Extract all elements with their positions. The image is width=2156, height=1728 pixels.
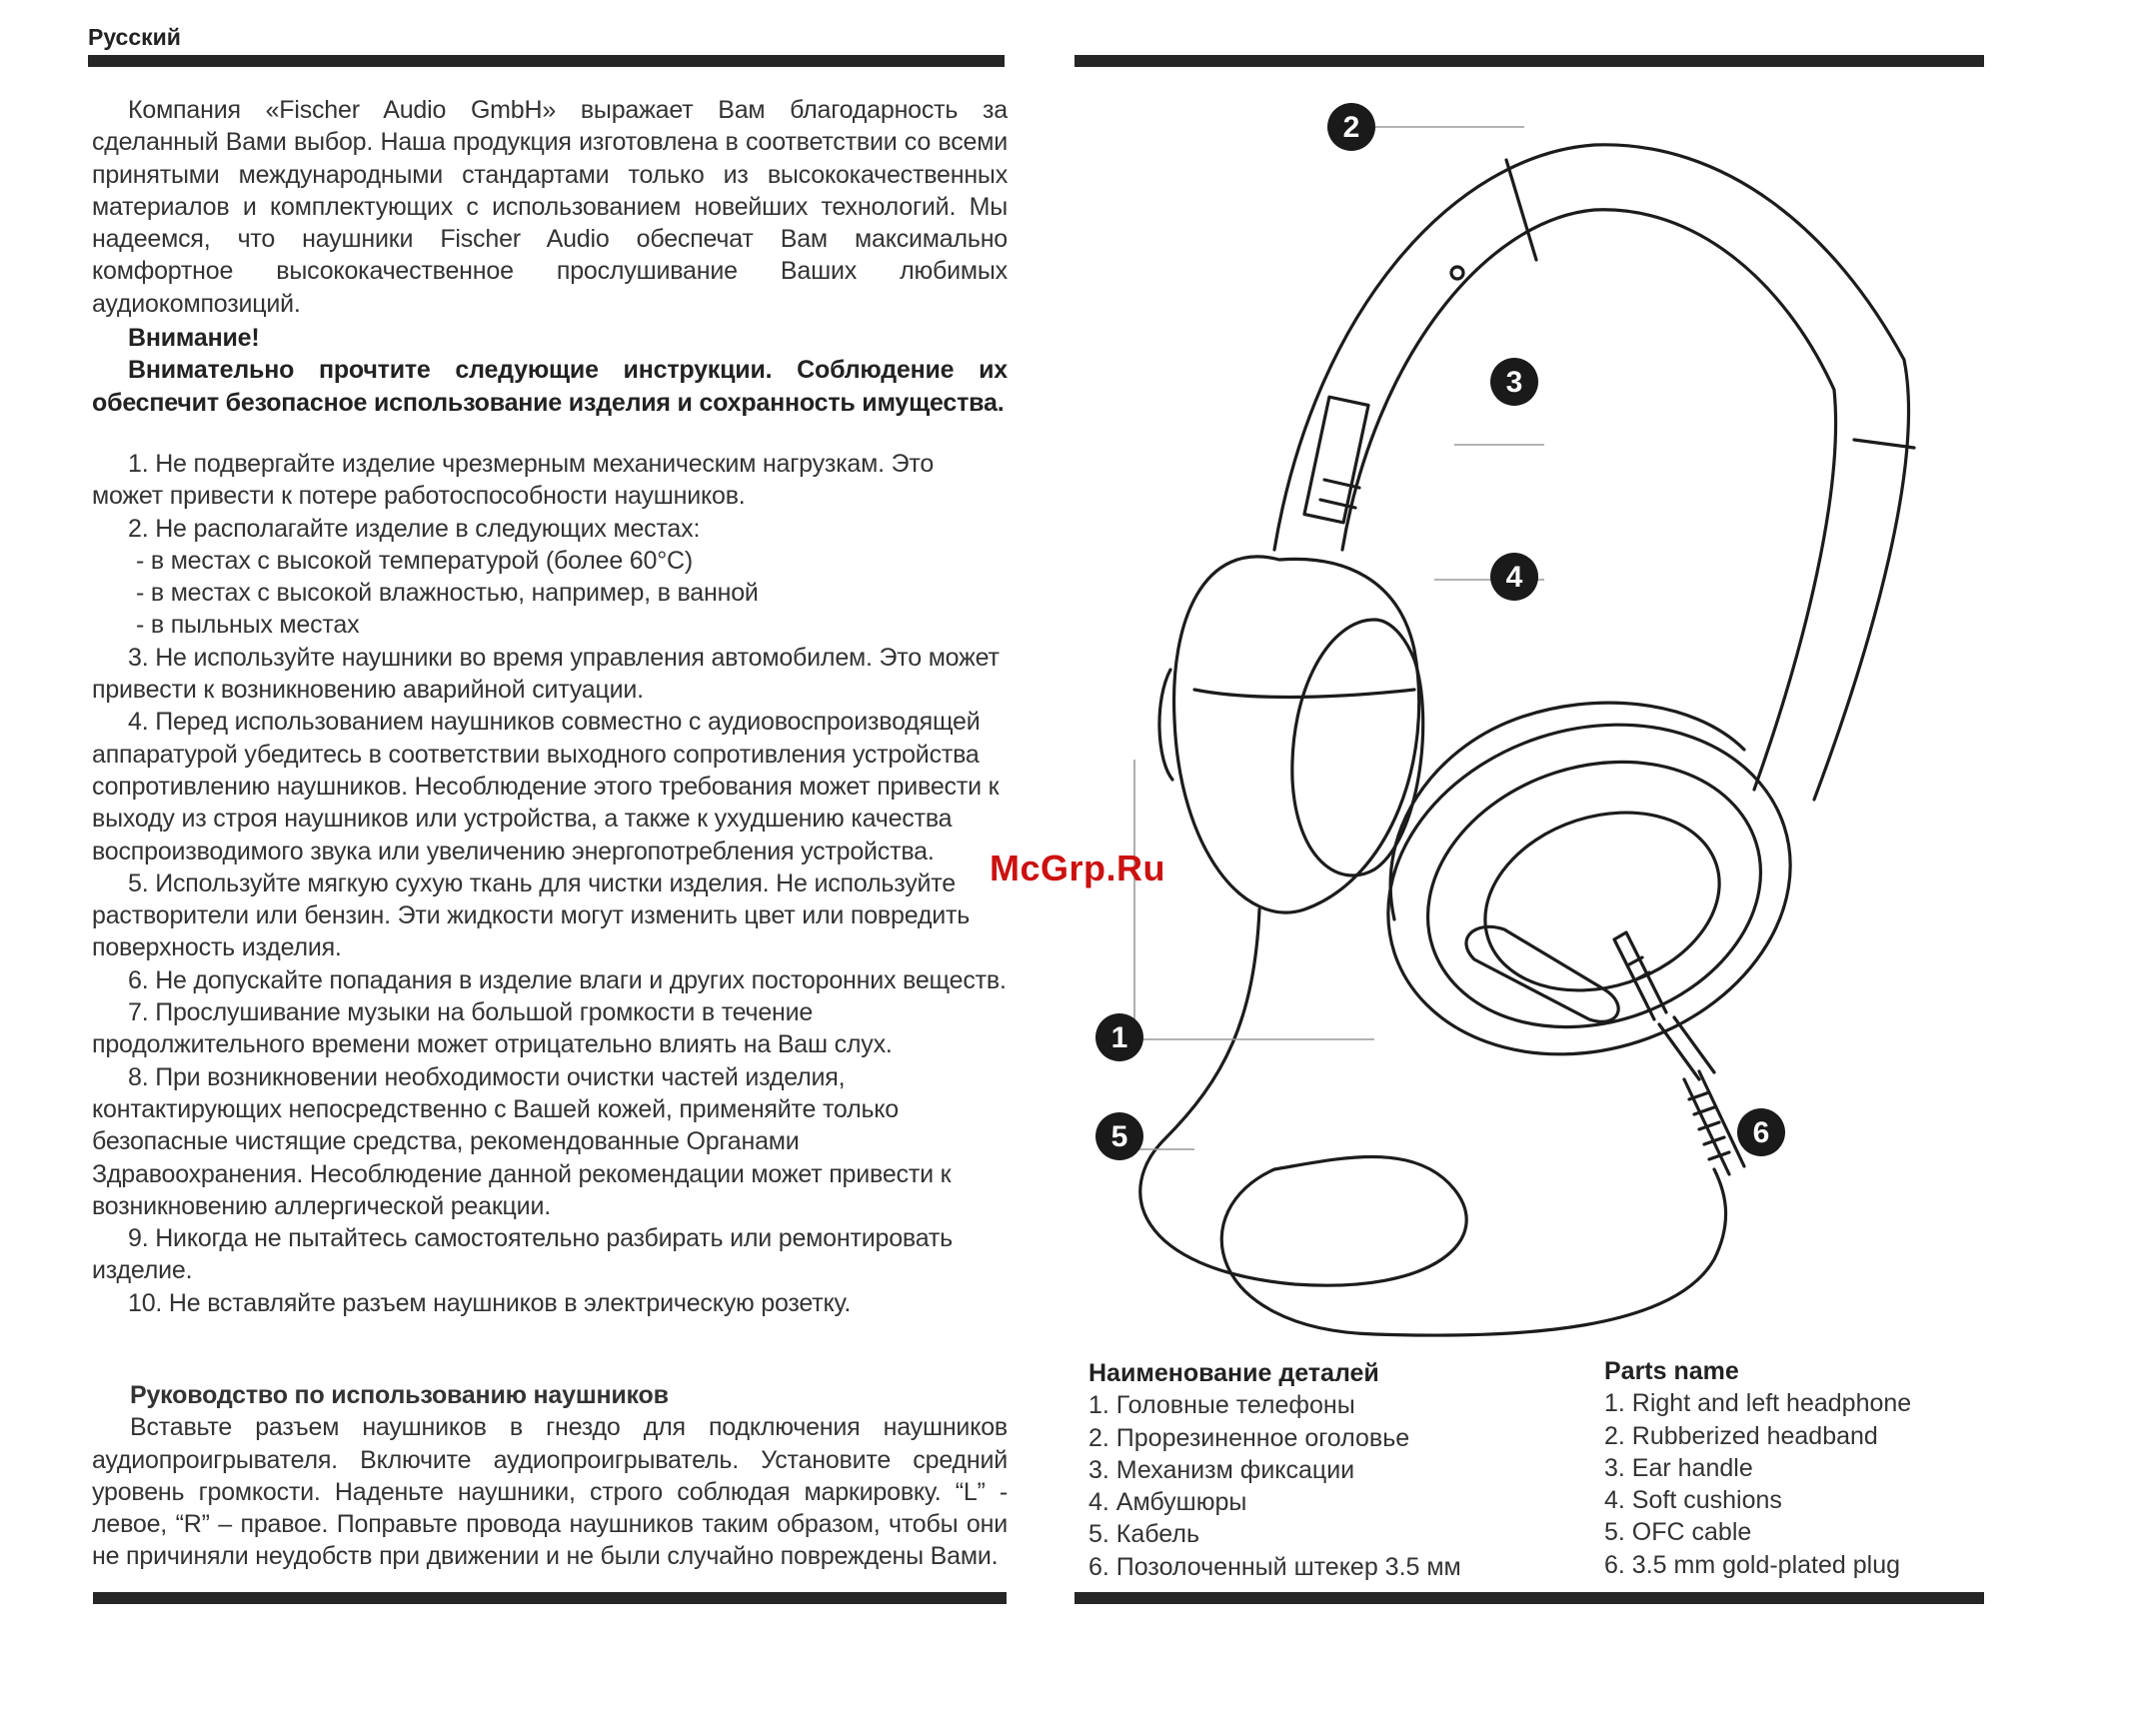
cable-return	[1221, 1169, 1725, 1335]
callout-1-label: 1	[1110, 1021, 1128, 1054]
parts-en-item: 4. Soft cushions	[1604, 1486, 1782, 1515]
callout-3-label: 3	[1505, 366, 1523, 399]
warning-section	[92, 322, 1008, 419]
rule-item: 9. Никогда не пытайтесь самостоятельно разбирать или ремонтировать изделие.	[92, 1224, 953, 1285]
parts-en-item: 3. Ear handle	[1604, 1453, 1753, 1482]
callout-6-label: 6	[1752, 1116, 1770, 1149]
guide-title: Руководство по использованию наушников	[130, 1381, 669, 1409]
usage-guide	[92, 1379, 1008, 1573]
rule-item: 4. Перед использованием наушников совместно с аудиовоспроизводящей аппаратурой убедитесь в соответствии выходного сопротивления устройства сопротивлению наушников. Несоблюдение этого требования может привести к выходу из строя наушников или устройства, а также к ухудшению качества воспроизводимого звука или увеличению энергопотребления устройства.	[92, 708, 1000, 865]
rule-item: 2. Не располагайте изделие в следующих местах:	[128, 514, 701, 543]
callout-5	[1095, 1112, 1143, 1160]
headband-segment	[1854, 440, 1914, 448]
parts-en-item: 1. Right and left headphone	[1604, 1389, 1912, 1418]
rule-subitem: - в местах с высокой температурой (более 60°С)	[136, 546, 693, 575]
right-cup-center	[1462, 784, 1743, 1019]
callout-1	[1095, 1013, 1143, 1061]
parts-en-item: 6. 3.5 mm gold-plated plug	[1604, 1550, 1901, 1579]
callout-4-label: 4	[1505, 561, 1523, 594]
intro-paragraph: Компания «Fischer Audio GmbH» выражает Вам благодарность за сделанный Вами выбор. Наша продукция изготовлена в соответствии со всеми принятыми международными стандартами только из высококачественных материалов и комплектующих с использованием новейших технологий. Мы надеемся, что наушники Fischer Audio обеспечат Вам максимально комфортное высококачественное прослушивание Ваших любимых аудиокомпозиций.	[92, 96, 1008, 318]
parts-list-en	[1604, 1355, 1911, 1581]
headphone-diagram	[1075, 60, 1954, 1359]
parts-list-ru	[1088, 1357, 1461, 1583]
callout-4	[1490, 553, 1538, 601]
callout-3	[1490, 358, 1538, 406]
rule-item: 1. Не подвергайте изделие чрезмерным механическим нагрузкам. Это может привести к потере работоспособности наушников.	[92, 450, 935, 511]
parts-ru-item: 5. Кабель	[1088, 1520, 1199, 1549]
parts-en-item: 2. Rubberized headband	[1604, 1421, 1878, 1450]
right-cup-ring	[1393, 721, 1795, 1069]
callout-6	[1737, 1108, 1785, 1156]
left-cup-ear	[1292, 620, 1423, 875]
rule-item: 7. Прослушивание музыки на большой громкости в течение продолжительного времени может отрицательно влиять на Ваш слух.	[92, 998, 893, 1059]
safety-rules	[92, 448, 1008, 1319]
rule-subitem: - в местах с высокой влажностью, например, в ванной	[136, 579, 759, 608]
language-heading: Русский	[88, 24, 181, 50]
guide-text: Вставьте разъем наушников в гнездо для подключения наушников аудиопроигрывателя. Включите аудиопроигрыватель. Установите средний уровень громкости. Наденьте наушники, строго соблюдая маркировку. “L” - левое, “R” – правое. Поправьте провода наушников таким образом, чтобы они не причиняли неудобств при движении и не были случайно повреждены Вами.	[92, 1413, 1008, 1571]
rule-item: 3. Не используйте наушники во время управления автомобилем. Это может привести к возникновению аварийной ситуации.	[92, 643, 1000, 705]
parts-ru-item: 6. Позолоченный штекер 3.5 мм	[1088, 1552, 1461, 1581]
callout-2-label: 2	[1342, 111, 1360, 144]
headband-button	[1451, 267, 1463, 279]
headband-outer	[1274, 145, 1908, 800]
plug-body	[1659, 1017, 1714, 1079]
rule-item: 8. При возникновении необходимости очистки частей изделия, контактирующих непосредственно с Вашей кожей, применяйте только безопасные чистящие средства, рекомендованные Органами Здравоохранения. Несоблюдение данной рекомендации может привести к возникновению аллергической реакции.	[92, 1062, 952, 1220]
bottom-rule-left	[93, 1592, 1007, 1604]
warning-title: Внимание!	[128, 324, 260, 352]
rule-subitem: - в пыльных местах	[136, 611, 360, 640]
cable	[1140, 909, 1466, 1285]
bottom-rule-right	[1075, 1592, 1984, 1604]
parts-en-title: Parts name	[1604, 1357, 1739, 1385]
left-cup-outer	[1174, 557, 1419, 912]
rule-item: 5. Используйте мягкую сухую ткань для чистки изделия. Не используйте растворители или бензин. Эти жидкости могут изменить цвет или повредить поверхность изделия.	[92, 868, 971, 962]
intro-section	[92, 94, 1008, 320]
parts-ru-item: 4. Амбушюры	[1088, 1488, 1247, 1517]
rule-item: 6. Не допускайте попадания в изделие влаги и других посторонних веществ.	[128, 965, 1007, 994]
watermark: McGrp.Ru	[990, 848, 1166, 888]
parts-ru-item: 2. Прорезиненное оголовье	[1088, 1423, 1410, 1452]
headband-segment	[1506, 160, 1536, 260]
parts-en-item: 5. OFC cable	[1604, 1518, 1752, 1547]
warning-text: Внимательно прочтите следующие инструкции. Соблюдение их обеспечит безопасное использование изделия и сохранность имущества.	[92, 356, 1008, 417]
parts-ru-item: 1. Головные телефоны	[1088, 1391, 1355, 1420]
rule-item: 10. Не вставляйте разъем наушников в электрическую розетку.	[128, 1288, 852, 1317]
callout-2	[1327, 103, 1375, 151]
callout-5-label: 5	[1110, 1120, 1128, 1153]
parts-ru-title: Наименование деталей	[1088, 1359, 1379, 1387]
top-rule-left	[88, 55, 1005, 67]
parts-ru-item: 3. Механизм фиксации	[1088, 1455, 1355, 1484]
